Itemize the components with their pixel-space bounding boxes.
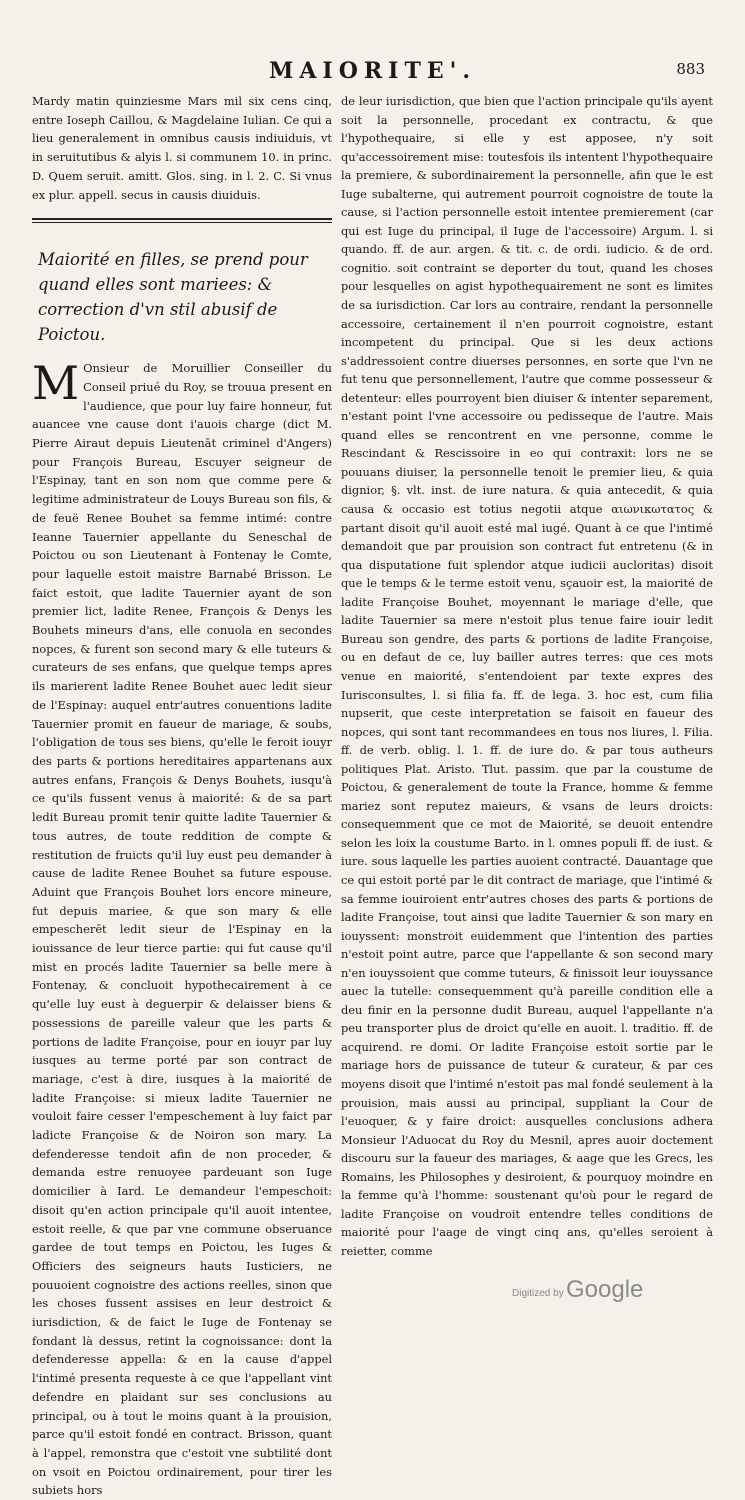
page-number: 883 [676, 60, 705, 78]
body-paragraph-wrap [32, 356, 332, 1500]
drop-cap: M [32, 356, 80, 411]
digitized-by-label: Digitized by [512, 1288, 564, 1299]
right-body-paragraph: de leur iurisdiction, que bien que l'action principale qu'ils ayent soit la personnelle, procedant ex contractu, & que l'hypothequaire, si elle y est apposee, n'y soit qu'accessoirement mise: toutesfois ils intentent l'hypothequaire la premiere, & subordinairement la personnelle, afin que le est Iuge subalterne, qui autrement pourroit cognoistre de toute la cause, si l'action personnelle estoit intentee premierement (car qui est Iuge du principal, il Iuge de l'accessoire) Argum. l. si quando. ff. de aur. argen. & tit. c. de ordi. iudicio. & de ord. cognitio. soit contraint se deporter du tout, quand les choses pour lesquelles on agist hypothequairement ne sont es limites de sa iurisdiction. Car lors au contraire, rendant la personnelle accessoire, certainement il n'en pourroit cognoistre, estant incompetent du principal. Que si les deux actions s'addressoient contre diuerses personnes, en sorte que l'vn ne fut tenu que personnellement, l'autre que comme possesseur & detenteur: elles pourroyent bien diuiser & intenter separement, n'estant point l'vne accessoire ou pedisseque de l'autre. Mais quand elles se rencontrent en vne personne, comme le Rescindant & Rescissoire in eo qui contraxit: lors ne se pouuans diuiser, la personnelle tenoit le premier lieu, & quia dignior, §. vlt. inst. de iure natura. & quia antecedit, & quia causa & occasio est totius negotii atque αιωνικωτατος & partant disoit qu'il auoit esté mal iugé. Quant à ce que l'intimé demandoit que par prouision son contract fut entretenu (& in qua disputatione fuit splendor atque iudicii aucloritas) disoit que le temps & le terme estoit venu, sçauoir est, la maiorité de ladite Françoise Bouhet, moyennant le mariage d'elle, que ladite Tauernier sa mere n'estoit plus tenue faire iouir ledit Bureau son gendre, des parts & portions de ladite Françoise, ou en defaut de ce, luy bailler autres terres: que ces mots venue en maiorité, s'entendoient par texte expres des Iurisconsultes, l. si filia fa. ff. de lega. 3. hoc est, cum filia nupserit, que ceste interpretation se faisoit en faueur des nopces, qui sont tant recommandees en tous nos liures, l. Filia. ff. de verb. oblig. l. 1. ff. de iure do. & par tous autheurs politiques Plat. Aristo. Tlut. passim. que par la coustume de Poictou, & generalement de toute la France, homme & femme mariez sont reputez maieurs, & vsans de leurs droicts: consequemment que ce mot de Maiorité, se deuoit entendre selon les loix la coustume Barto. in l. omnes populi ff. de iust. & iure. sous laquelle les parties auoient contracté. Dauantage que ce qui estoit porté par le dit contract de mariage, que l'intimé & sa femme iouiroient entr'autres choses des parts & portions de ladite Françoise, tout ainsi que ladite Tauernier & son mary en iouyssent: monstroit euidemment que l'intention des parties n'estoit point autre, parce que l'appellante & son second mary n'en iouyssoient que comme tuteurs, & finissoit leur iouyssance auec la tutelle: consequemment qu'à pareille condition elle a deu finir en la personne dudit Bureau, auquel l'appellante n'a peu transporter plus de droict qu'elle en auoit. l. traditio. ff. de acquirend. re domi. Or ladite Françoise estoit sortie par le mariage hors de puissance de tuteur & curateur, & par ces moyens disoit que l'intimé n'estoit pas mal fondé seulement à la prouision, mais aussi au principal, suppliant la Cour de l'euoquer, & y faire droict: ausquelles conclusions adhera Monsieur l'Aduocat du Roy du Mesnil, apres auoir doctement discouru sur la faueur des mariages, & aage que les Grecs, les Romains, les Philosophes y desiroient, & pourquoy moindre en la femme qu'à l'homme: soustenant qu'où pour le regard de ladite Françoise on voudroit entendre telles conditions de maiorité pour l'aage de vingt cinq ans, qu'elles seroient à reietter, comme [341, 94, 713, 1258]
section-title: Maiorité en filles, se prend pour quand elles sont mariees: & correction d'vn stil abusif de Poictou. [38, 250, 308, 345]
running-head: MAIORITE'. [269, 58, 476, 84]
section-divider [32, 218, 332, 223]
left-column [32, 92, 332, 1500]
body-paragraph: Onsieur de Moruillier Conseiller du Conseil priué du Roy, se trouua present en l'audience, que pour luy faire honneur, fut auancee vne cause dont i'auois charge (dict M. Pierre Airaut depuis Lieutenāt criminel d'Angers) pour François Bureau, Escuyer seigneur de l'Espinay, tant en son nom que comme pere & legitime administrateur de Louys Bureau son fils, & de feuë Renee Bouhet sa femme intimé: contre Ieanne Tauernier appellante du Seneschal de Poictou ou son Lieutenant à Fontenay le Comte, pour laquelle estoit maistre Barnabé Brisson. Le faict estoit, que ladite Tauernier ayant de son premier lict, ladite Renee, François & Denys les Bouhets mineurs d'ans, elle conuola en secondes nopces, & furent son second mary & elle tuteurs & curateurs de ses enfans, que quelque temps apres ils marierent ladite Renee Bouhet auec ledit sieur de l'Espinay: auquel entr'autres conuentions ladite Tauernier promit en faueur de mariage, & soubs, l'obligation de tous ses biens, qu'elle le feroit iouyr des parts & portions hereditaires appartenans aux autres enfans, François & Denys Bouhets, iusqu'à ce qu'ils fussent venus à maiorité: & de sa part ledit Bureau promit tenir quitte ladite Tauernier & tous autres, de toute reddition de compte & restitution de fruicts qu'il luy eust peu demander à cause de ladite Renee Bouhet sa future espouse. Aduint que François Bouhet lors encore mineure, fut depuis mariee, & que son mary & elle empescherēt ledit sieur de l'Espinay en la iouissance de leur tierce partie: qui fut cause qu'il mist en procés ladite Tauernier sa belle mere à Fontenay, & concluoit hypothecairement à ce qu'elle luy eust à deguerpir & delaisser biens & possessions de pareille valeur que les parts & portions de ladite Françoise, pour en iouyr par luy iusques au terme porté par son contract de mariage, c'est à dire, iusques à la maiorité de ladite Françoise: si mieux ladite Tauernier ne vouloit faire cesser l'empeschement à luy faict par ladicte Françoise & de Noiron son mary. La defenderesse tendoit afin de non proceder, & demanda estre renuoyee pardeuant son Iuge domicilier à Iard. Le demandeur l'empeschoit: disoit qu'en action principale qu'il auoit intentee, estoit reelle, & que par vne commune obseruance gardee de tout temps en Poictou, les Iuges & Officiers des seigneurs hauts Iusticiers, ne pouuoient cognoistre des actions reelles, sinon que les choses fussent assises en leur destroict & iurisdiction, & de faict le Iuge de Fontenay se fondant là dessus, retint la cognoissance: dont la defenderesse appella: & en la cause d'appel l'intimé presenta requeste à ce que l'appellant vint defendre en plaidant sur ses conclusions au principal, ou à tout le moins quant à la prouision, parce qu'il estoit fondé en contract. Brisson, quant à l'appel, remonstra que c'estoit vne subtilité dont on vsoit en Poictou ordinairement, pour tirer les subiets hors [32, 361, 332, 1498]
right-column [341, 92, 713, 1260]
intro-paragraph: Mardy matin quinziesme Mars mil six cens cinq, entre Ioseph Caillou, & Magdelaine Iulian. Ce qui a lieu generalement in omnibus causis indiuiduis, vt in seruitutibus & alyis l. si communem 10. in princ. D. Quem seruit. amitt. Glos. sing. in l. 2. C. Si vnus ex plur. appell. secus in causis diuiduis. [32, 94, 332, 202]
google-watermark: Google [566, 1276, 644, 1303]
